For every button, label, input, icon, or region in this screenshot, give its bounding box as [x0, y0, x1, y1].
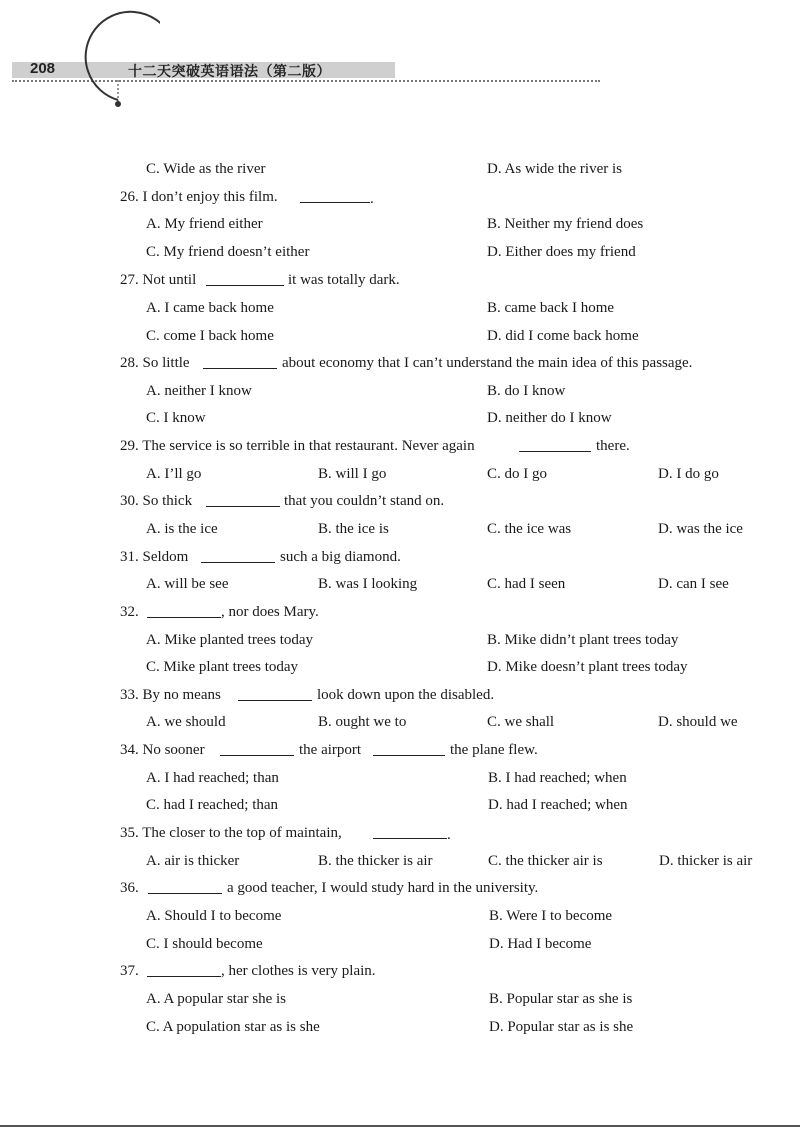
book-title: 十二天突破英语语法（第二版）	[128, 64, 331, 80]
answer-blank	[147, 603, 221, 623]
option-text: C. Mike plant trees today	[146, 659, 299, 675]
option-text: A. Should I to become	[146, 908, 282, 924]
option-text: A. we should	[146, 714, 226, 730]
bottom-rule	[0, 1125, 800, 1127]
question-text: that you couldn’t stand on.	[284, 493, 445, 509]
question-text: there.	[596, 438, 630, 454]
question-text: , her clothes is very plain.	[221, 963, 376, 979]
option-text: A. My friend either	[146, 216, 263, 232]
option-text: B. do I know	[487, 383, 566, 399]
option-text: C. we shall	[487, 714, 555, 730]
option-text: C. I should become	[146, 936, 263, 952]
header-arc-decoration	[0, 0, 160, 115]
question-text: , nor does Mary.	[221, 604, 319, 620]
option-text: C. My friend doesn’t either	[146, 244, 310, 260]
answer-blank	[519, 437, 591, 457]
page-number: 208	[30, 60, 56, 77]
option-text: B. Neither my friend does	[487, 216, 644, 232]
option-text: D. Had I become	[489, 936, 592, 952]
option-text: D. As wide the river is	[487, 161, 622, 177]
question-text: 37.	[120, 963, 139, 979]
option-text: A. neither I know	[146, 383, 252, 399]
option-text: A. will be see	[146, 576, 229, 592]
question-text: 34. No sooner	[120, 742, 205, 758]
option-text: B. Mike didn’t plant trees today	[487, 632, 679, 648]
answer-blank	[201, 548, 275, 568]
answer-blank	[206, 492, 280, 512]
option-text: A. I came back home	[146, 300, 274, 316]
option-text: C. come I back home	[146, 328, 274, 344]
option-text: B. Popular star as she is	[489, 991, 633, 1007]
option-text: B. the ice is	[318, 521, 389, 537]
question-text: 30. So thick	[120, 493, 193, 509]
option-text: D. I do go	[658, 466, 719, 482]
option-text: D. Mike doesn’t plant trees today	[487, 659, 688, 675]
question-text: it was totally dark.	[288, 272, 400, 288]
option-text: B. the thicker is air	[318, 853, 433, 869]
answer-blank	[373, 824, 451, 844]
option-text: D. neither do I know	[487, 410, 612, 426]
question-text: the airport	[299, 742, 362, 758]
option-text: A. I’ll go	[146, 466, 202, 482]
option-text: C. had I reached; than	[146, 797, 279, 813]
answer-blank	[300, 188, 374, 208]
answer-blank	[148, 879, 222, 899]
option-text: C. A population star as is she	[146, 1019, 320, 1035]
option-text: C. I know	[146, 410, 206, 426]
question-text: 32.	[120, 604, 139, 620]
question-text: .	[447, 827, 451, 843]
question-text: about economy that I can’t understand the main idea of this passage.	[282, 355, 693, 371]
option-text: C. had I seen	[487, 576, 566, 592]
answer-blank	[238, 686, 312, 706]
option-text: C. the ice was	[487, 521, 572, 537]
option-text: B. I had reached; when	[488, 770, 627, 786]
question-text: a good teacher, I would study hard in the university.	[227, 880, 539, 896]
option-text: A. air is thicker	[146, 853, 240, 869]
option-text: D. thicker is air	[659, 853, 753, 869]
answer-blank	[147, 962, 221, 982]
question-text: the plane flew.	[450, 742, 538, 758]
question-text: .	[370, 191, 374, 207]
option-text: D. should we	[658, 714, 738, 730]
option-text: B. ought we to	[318, 714, 407, 730]
option-text: D. can I see	[658, 576, 729, 592]
option-text: C. the thicker air is	[488, 853, 603, 869]
question-text: look down upon the disabled.	[317, 687, 495, 703]
option-text: C. Wide as the river	[146, 161, 266, 177]
option-text: B. will I go	[318, 466, 387, 482]
option-text: B. Were I to become	[489, 908, 613, 924]
question-text: 31. Seldom	[120, 549, 189, 565]
question-text: 35. The closer to the top of maintain,	[120, 825, 342, 841]
answer-blank	[220, 741, 294, 761]
option-text: B. came back I home	[487, 300, 615, 316]
option-text: D. had I reached; when	[488, 797, 628, 813]
question-text: 26. I don’t enjoy this film.	[120, 189, 278, 205]
option-text: A. is the ice	[146, 521, 218, 537]
answer-blank	[203, 354, 277, 374]
question-text: 33. By no means	[120, 687, 221, 703]
question-text: 29. The service is so terrible in that restaurant. Never again	[120, 438, 475, 454]
question-text: such a big diamond.	[280, 549, 401, 565]
option-text: D. Popular star as is she	[489, 1019, 634, 1035]
option-text: A. Mike planted trees today	[146, 632, 314, 648]
answer-blank	[206, 271, 284, 291]
option-text: B. was I looking	[318, 576, 418, 592]
option-text: A. I had reached; than	[146, 770, 279, 786]
answer-blank	[373, 741, 445, 761]
option-text: C. do I go	[487, 466, 547, 482]
option-text: D. was the ice	[658, 521, 743, 537]
option-text: D. did I come back home	[487, 328, 639, 344]
question-text: 36.	[120, 880, 139, 896]
question-text: 27. Not until	[120, 272, 197, 288]
option-text: D. Either does my friend	[487, 244, 636, 260]
option-text: A. A popular star she is	[146, 991, 286, 1007]
question-text: 28. So little	[120, 355, 190, 371]
